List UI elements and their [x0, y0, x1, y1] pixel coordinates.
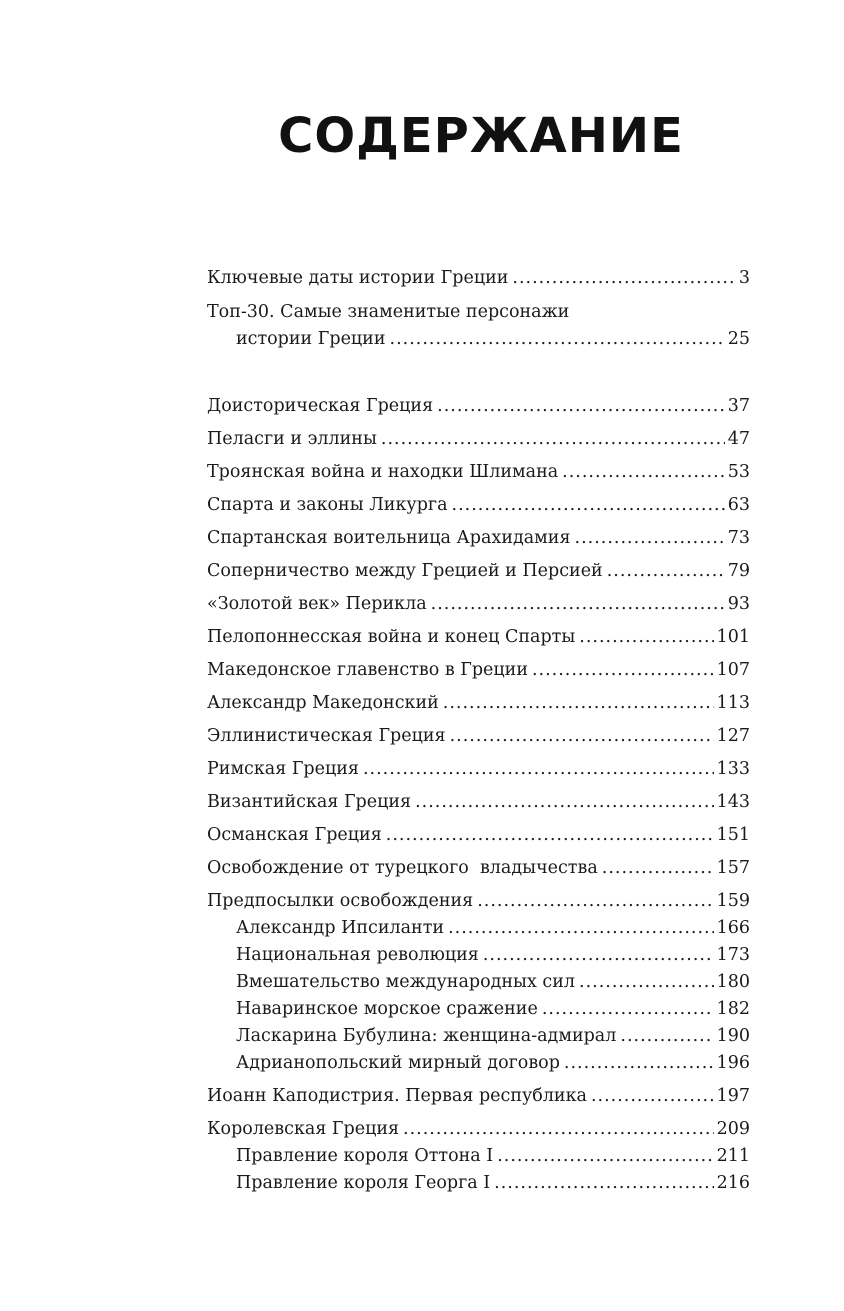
dot-leader [483, 945, 714, 965]
dot-leader [477, 891, 713, 911]
toc-subentry[interactable] [236, 999, 750, 1019]
toc-entry-label: Римская Греция [207, 759, 359, 779]
toc-entry[interactable] [207, 693, 750, 713]
toc-entry-page: 180 [716, 972, 750, 992]
dot-leader [452, 495, 725, 515]
toc-entry-page: 143 [716, 792, 750, 812]
toc-entry[interactable] [207, 1119, 750, 1139]
dot-leader [415, 792, 714, 812]
toc-entry-page: 166 [716, 918, 750, 938]
toc-entry-label: Правление короля Оттона I [236, 1146, 494, 1166]
dot-leader [443, 693, 714, 713]
toc-entry-page: 197 [716, 1086, 750, 1106]
dot-leader [390, 329, 725, 349]
toc-entry-top30-line1[interactable]: Топ-30. Самые знаменитые персонажи [207, 302, 570, 322]
dot-leader [620, 1026, 713, 1046]
toc-entry-label: Ласкарина Бубулина: женщина-адмирал [236, 1026, 617, 1046]
toc-entry-label: Королевская Греция [207, 1119, 400, 1139]
toc-entry-label: Византийская Греция [207, 792, 412, 812]
toc-entry-label: Вмешательство международных сил [236, 972, 576, 992]
toc-entry-label: Наваринское морское сражение [236, 999, 538, 1019]
toc-entry-page: 196 [716, 1053, 750, 1073]
toc-entry-page: 47 [727, 429, 750, 449]
toc-subentry[interactable] [236, 1026, 750, 1046]
toc-subentry[interactable] [236, 1146, 750, 1166]
toc-entry[interactable] [207, 528, 750, 548]
toc-entry-label: Македонское главенство в Греции [207, 660, 528, 680]
toc-entry[interactable] [207, 495, 750, 515]
toc-entry-page: 79 [727, 561, 750, 581]
toc-entry-page: 3 [738, 268, 750, 288]
toc-entry-page: 25 [727, 329, 750, 349]
toc-entry-page: 190 [716, 1026, 750, 1046]
toc-entry-page: 159 [716, 891, 750, 911]
dot-leader [602, 858, 714, 878]
toc-entry[interactable] [207, 825, 750, 845]
dot-leader [497, 1146, 713, 1166]
toc-entry-label: Александр Ипсиланти [236, 918, 445, 938]
toc-entry-label: Соперничество между Грецией и Персией [207, 561, 603, 581]
toc-entry[interactable] [207, 462, 750, 482]
toc-entry-page: 157 [716, 858, 750, 878]
toc-entry[interactable] [207, 561, 750, 581]
dot-leader [431, 594, 725, 614]
toc-entry-page: 133 [716, 759, 750, 779]
toc-entry-key-dates[interactable] [207, 268, 750, 288]
toc-entry[interactable] [207, 594, 750, 614]
dot-leader [512, 268, 735, 288]
dot-leader [532, 660, 714, 680]
toc-entry-top30[interactable] [236, 329, 750, 349]
dot-leader [363, 759, 714, 779]
toc-entry-page: 173 [716, 945, 750, 965]
toc-entry-label: Освобождение от турецкого владычества [207, 858, 598, 878]
dot-leader [575, 528, 725, 548]
toc-entry-label: Пелопоннесская война и конец Спарты [207, 627, 576, 647]
toc-entry-label: Предпосылки освобождения [207, 891, 474, 911]
toc-entry-page: 53 [727, 462, 750, 482]
dot-leader [450, 726, 714, 746]
toc-entry[interactable] [207, 792, 750, 812]
toc-entry-page: 101 [716, 627, 750, 647]
toc-entry[interactable] [207, 1086, 750, 1106]
toc-subentry[interactable] [236, 972, 750, 992]
dot-leader [542, 999, 714, 1019]
toc-entry-label: Пеласги и эллины [207, 429, 377, 449]
toc-entry-page: 216 [716, 1173, 750, 1193]
toc-entry-label: «Золотой век» Перикла [207, 594, 427, 614]
toc-entry-label: Иоанн Каподистрия. Первая республика [207, 1086, 587, 1106]
dot-leader [448, 918, 714, 938]
toc-entry[interactable] [207, 726, 750, 746]
toc-entry[interactable] [207, 891, 750, 911]
toc-entry-page: 73 [727, 528, 750, 548]
toc-entry[interactable] [207, 429, 750, 449]
toc-entry-label: Александр Македонский [207, 693, 439, 713]
toc-entry-page: 127 [716, 726, 750, 746]
toc-entry-label: Правление короля Георга I [236, 1173, 491, 1193]
toc-entry-page: 93 [727, 594, 750, 614]
toc-entry[interactable] [207, 858, 750, 878]
toc-entry-page: 37 [727, 396, 750, 416]
toc-subentry[interactable] [236, 1173, 750, 1193]
dot-leader [607, 561, 725, 581]
toc-subentry[interactable] [236, 1053, 750, 1073]
toc-entry-page: 209 [716, 1119, 750, 1139]
dot-leader [579, 972, 714, 992]
dot-leader [591, 1086, 714, 1106]
toc-entry[interactable] [207, 759, 750, 779]
toc-entry-page: 113 [716, 693, 750, 713]
toc-entry-label: истории Греции [236, 329, 386, 349]
toc-subentry[interactable] [236, 945, 750, 965]
toc-entry-page: 107 [716, 660, 750, 680]
dot-leader [494, 1173, 713, 1193]
dot-leader [579, 627, 713, 647]
dot-leader [564, 1053, 714, 1073]
toc-entry-label: Османская Греция [207, 825, 382, 845]
toc-entry-page: 63 [727, 495, 750, 515]
toc-entry-label: Спарта и законы Ликурга [207, 495, 448, 515]
toc-entry-label: Доисторическая Греция [207, 396, 434, 416]
dot-leader [381, 429, 725, 449]
dot-leader [562, 462, 725, 482]
dot-leader [386, 825, 714, 845]
toc-entry[interactable] [207, 627, 750, 647]
toc-entry[interactable] [207, 396, 750, 416]
toc-entry[interactable] [207, 660, 750, 680]
toc-subentry[interactable] [236, 918, 750, 938]
toc-entry-label: Адрианопольский мирный договор [236, 1053, 560, 1073]
toc-entry-label: Троянская война и находки Шлимана [207, 462, 559, 482]
page-title: СОДЕРЖАНИЕ [278, 108, 684, 164]
toc-entry-label: Национальная революция [236, 945, 479, 965]
dot-leader [403, 1119, 714, 1139]
toc-entry-page: 182 [716, 999, 750, 1019]
toc-entry-label: Ключевые даты истории Греции [207, 268, 509, 288]
dot-leader [437, 396, 725, 416]
toc-entry-page: 151 [716, 825, 750, 845]
toc-entry-label: Спартанская воительница Арахидамия [207, 528, 571, 548]
toc-entry-label: Эллинистическая Греция [207, 726, 446, 746]
toc-entry-page: 211 [716, 1146, 750, 1166]
